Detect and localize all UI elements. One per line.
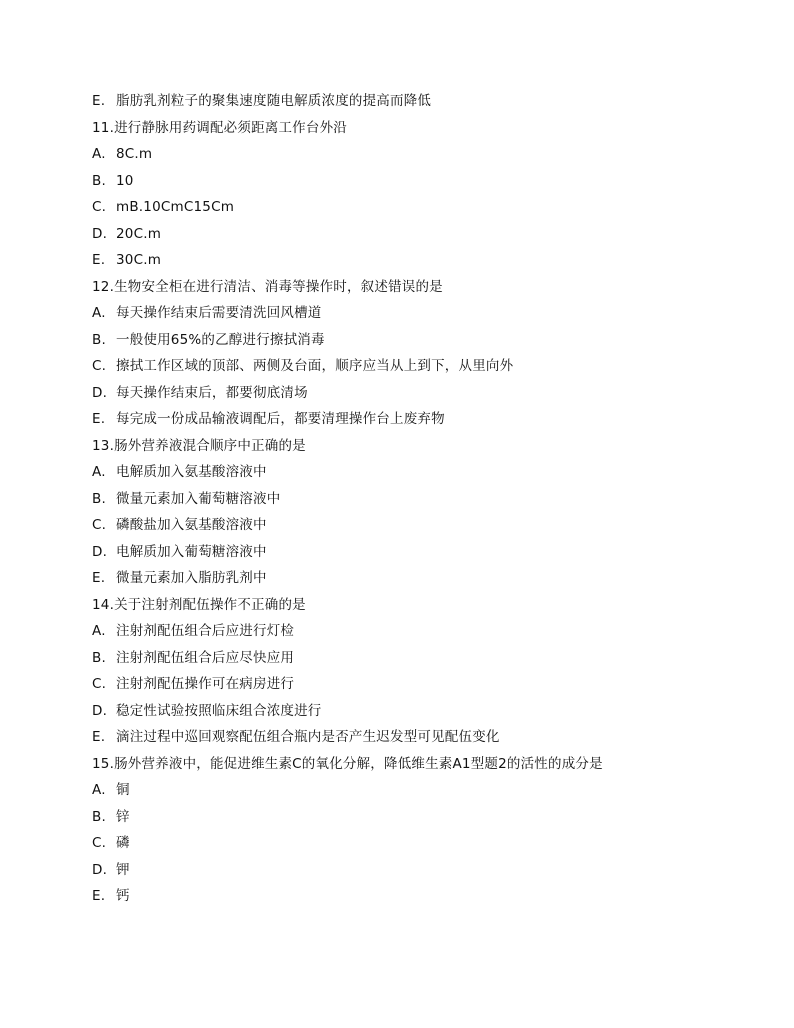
option-letter: E. (92, 252, 106, 268)
document-page (92, 88, 772, 910)
answer-option (92, 327, 772, 354)
option-letter: E. (92, 93, 106, 109)
option-text: 磷酸盐加入氨基酸溶液中 (116, 517, 267, 533)
answer-option (92, 194, 772, 221)
answer-option (92, 804, 772, 831)
option-text: 一般使用65%的乙醇进行擦拭消毒 (116, 331, 325, 348)
question-stem (92, 274, 772, 301)
option-letter: A. (92, 146, 106, 162)
option-text: 8C.m (116, 146, 153, 162)
option-text: 微量元素加入葡萄糖溶液中 (116, 490, 281, 507)
option-text: 20C.m (116, 225, 162, 242)
answer-option (92, 618, 772, 645)
answer-option (92, 221, 772, 248)
question-text: 15.肠外营养液中，能促进维生素C的氧化分解，降低维生素A1型题2的活性的成分是 (92, 755, 603, 772)
option-letter: C. (92, 676, 107, 692)
answer-option (92, 486, 772, 513)
answer-option (92, 88, 772, 115)
option-text: 每天操作结束后，都要彻底清场 (116, 384, 308, 401)
question-text: 14.关于注射剂配伍操作不正确的是 (92, 596, 306, 613)
option-text: 注射剂配伍组合后应尽快应用 (116, 649, 295, 666)
option-text: 电解质加入氨基酸溶液中 (116, 464, 267, 480)
answer-option (92, 406, 772, 433)
option-letter: E. (92, 888, 106, 904)
option-letter: E. (92, 729, 106, 745)
answer-option (92, 168, 772, 195)
answer-option (92, 830, 772, 857)
option-letter: A. (92, 623, 106, 639)
question-stem (92, 433, 772, 460)
answer-option (92, 247, 772, 274)
option-text: 注射剂配伍组合后应进行灯检 (116, 623, 295, 639)
option-letter: E. (92, 570, 106, 586)
answer-option (92, 645, 772, 672)
option-letter: A. (92, 305, 106, 321)
answer-option (92, 380, 772, 407)
option-text: 10 (116, 172, 134, 189)
option-text: 每完成一份成品输液调配后，都要清理操作台上废弃物 (116, 411, 445, 427)
answer-option (92, 141, 772, 168)
option-letter: D. (92, 702, 108, 719)
option-text: 电解质加入葡萄糖溶液中 (116, 543, 267, 560)
option-letter: D. (92, 384, 108, 401)
question-text: 12.生物安全柜在进行清洁、消毒等操作时，叙述错误的是 (92, 278, 443, 295)
option-letter: B. (92, 172, 106, 189)
answer-option (92, 883, 772, 910)
answer-option (92, 565, 772, 592)
answer-option (92, 512, 772, 539)
option-text: 注射剂配伍操作可在病房进行 (116, 676, 295, 692)
question-stem (92, 751, 772, 778)
option-letter: C. (92, 199, 107, 215)
answer-option (92, 539, 772, 566)
question-text: 11.进行静脉用药调配必须距离工作台外沿 (92, 119, 347, 136)
option-text: 锌 (116, 808, 130, 825)
answer-option (92, 353, 772, 380)
option-letter: C. (92, 835, 107, 851)
question-list (92, 88, 772, 910)
question-stem (92, 592, 772, 619)
option-text: mB.10CmC15Cm (116, 199, 235, 215)
option-text: 30C.m (116, 252, 162, 268)
option-letter: B. (92, 808, 106, 825)
question-stem (92, 115, 772, 142)
option-text: 脂肪乳剂粒子的聚集速度随电解质浓度的提高而降低 (116, 93, 432, 109)
option-letter: D. (92, 543, 108, 560)
option-text: 擦拭工作区域的顶部、两侧及台面，顺序应当从上到下，从里向外 (116, 358, 514, 374)
answer-option (92, 724, 772, 751)
option-text: 磷 (116, 835, 130, 851)
option-text: 稳定性试验按照临床组合浓度进行 (116, 702, 322, 719)
option-text: 微量元素加入脂肪乳剂中 (116, 570, 267, 586)
option-letter: C. (92, 517, 107, 533)
answer-option (92, 857, 772, 884)
option-text: 每天操作结束后需要清洗回风槽道 (116, 305, 322, 321)
answer-option (92, 300, 772, 327)
option-text: 钙 (116, 888, 130, 904)
answer-option (92, 698, 772, 725)
option-text: 钾 (116, 861, 130, 878)
answer-option (92, 459, 772, 486)
option-letter: C. (92, 358, 107, 374)
option-text: 铜 (116, 782, 130, 798)
option-letter: D. (92, 861, 108, 878)
option-text: 滴注过程中巡回观察配伍组合瓶内是否产生迟发型可见配伍变化 (116, 729, 500, 745)
option-letter: A. (92, 464, 106, 480)
answer-option (92, 777, 772, 804)
option-letter: B. (92, 649, 106, 666)
question-text: 13.肠外营养液混合顺序中正确的是 (92, 437, 306, 454)
answer-option (92, 671, 772, 698)
option-letter: E. (92, 411, 106, 427)
option-letter: A. (92, 782, 106, 798)
option-letter: D. (92, 225, 108, 242)
option-letter: B. (92, 331, 106, 348)
option-letter: B. (92, 490, 106, 507)
